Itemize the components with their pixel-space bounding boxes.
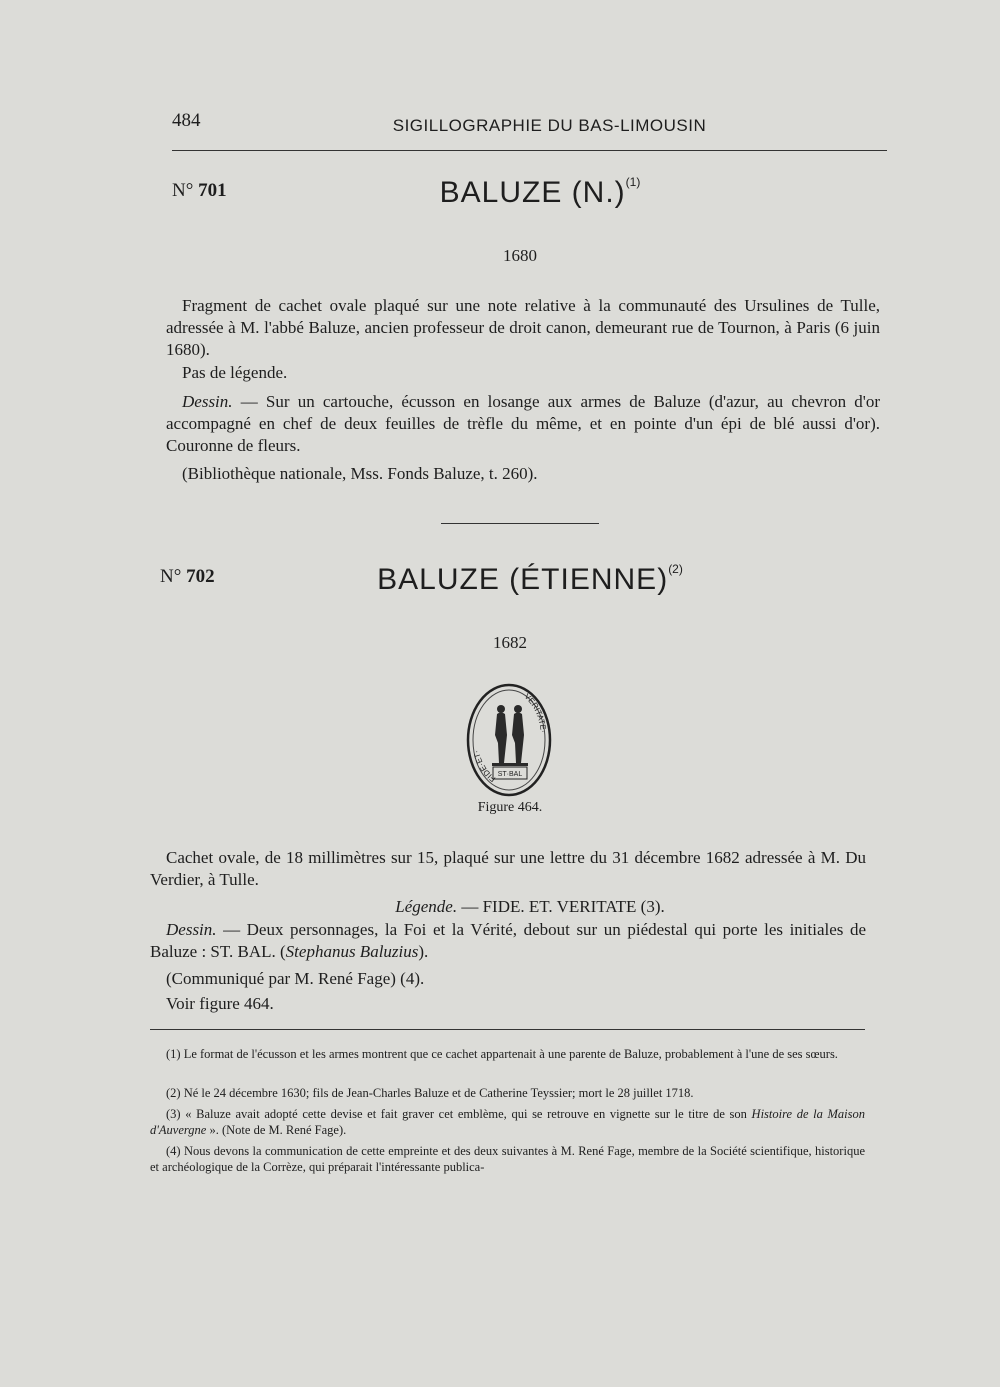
entry-701-dessin-label: Dessin. [182, 392, 233, 411]
entry-702-dessin-italic: Stephanus Baluzius [285, 942, 419, 961]
seal-figure [466, 683, 552, 797]
entry-702-description: Cachet ovale, de 18 millimètres sur 15, plaqué sur une lettre du 31 décembre 1682 adressée à M. Du Verdier, à Tulle. [150, 848, 866, 889]
section-separator [441, 523, 599, 524]
footnote-3-start: (3) « Baluze avait adopté cette devise et fait graver cet emblème, qui se retrouve en vignette sur le titre de son [166, 1107, 752, 1121]
entry-701-heading-text: BALUZE (N.) [439, 176, 626, 209]
entry-702-communique: (Communiqué par M. René Fage) (4). [166, 969, 425, 988]
entry-702-number [160, 566, 215, 588]
entry-701-dessin [166, 391, 880, 457]
footnote-3-end: ». (Note de M. René Fage). [206, 1123, 347, 1137]
page-header [172, 110, 887, 150]
seal-legend-right: VERITATE· [522, 691, 548, 734]
entry-701-year: 1680 [503, 246, 537, 265]
page-number: 484 [172, 110, 201, 131]
entry-702-dessin [150, 919, 866, 963]
entry-701-dessin-text: — Sur un cartouche, écusson en losange aux armes de Baluze (d'azur, au chevron d'or accompagné en chef de deux feuilles de trèfle du même, et en pointe d'un épi de blé aussi d'or). Couronne de fleurs. [166, 392, 880, 455]
footnote-3-italic: Histoire de la Maison d'Auvergne [150, 1107, 865, 1137]
footnote-rule [150, 1029, 865, 1030]
entry-702-year: 1682 [493, 633, 527, 652]
entry-701-description: Fragment de cachet ovale plaqué sur une note relative à la communauté des Ursulines de Tulle, adressée à M. l'abbé Baluze, ancien professeur de droit canon, demeurant rue de Tournon, à Paris (6 juin 1680). [166, 296, 880, 359]
entry-702-dessin-text: — Deux personnages, la Foi et la Vérité, debout sur un piédestal qui porte les initiales de Baluze : ST. BAL. ( [150, 920, 866, 961]
seal-image [466, 683, 552, 797]
entry-702-legende-text: — FIDE. ET. VERITATE (3). [457, 897, 665, 916]
header-rule [172, 150, 887, 151]
footnote-1: (1) Le format de l'écusson et les armes montrent que ce cachet appartenait à une parente de Baluze, probablement à l'une de ses sœurs. [166, 1047, 838, 1061]
footnote-2: (2) Né le 24 décembre 1630; fils de Jean-Charles Baluze et de Catherine Teyssier; mort le 28 juillet 1718. [166, 1086, 694, 1100]
entry-701-number-value: 701 [198, 180, 227, 201]
entry-702-heading [340, 562, 720, 597]
seal-legend-left: FIDE·ET· [471, 749, 498, 784]
running-title: SIGILLOGRAPHIE DU BAS-LIMOUSIN [392, 116, 707, 135]
entry-701-heading [380, 175, 700, 210]
figure-caption: Figure 464. [477, 800, 543, 815]
footnote-3 [150, 1106, 865, 1138]
entry-702-voir: Voir figure 464. [166, 994, 274, 1013]
entry-702-number-value: 702 [186, 566, 215, 587]
seal-base-text: ST·BAL [497, 771, 523, 778]
entry-702-dessin-end: ). [418, 942, 429, 961]
entry-702-heading-note: (2) [668, 562, 683, 576]
entry-702-legende [300, 897, 760, 917]
entry-702-number-prefix: N° [160, 566, 182, 587]
entry-701-number [172, 180, 227, 202]
entry-702-dessin-label: Dessin. [166, 920, 217, 939]
entry-701-source: (Bibliothèque nationale, Mss. Fonds Baluze, t. 260). [182, 464, 538, 483]
entry-702-legende-label: Légende. [395, 897, 458, 916]
entry-701-heading-note: (1) [625, 175, 641, 189]
entry-702-heading-text: BALUZE (ÉTIENNE) [377, 563, 669, 596]
entry-701-number-prefix: N° [172, 180, 194, 201]
entry-701-no-legend: Pas de légende. [182, 363, 288, 382]
footnote-4: (4) Nous devons la communication de cette empreinte et des deux suivantes à M. René Fage, membre de la Société scientifique, historique et archéologique de la Corrèze, qui préparait l'intéressante publica- [150, 1144, 865, 1174]
